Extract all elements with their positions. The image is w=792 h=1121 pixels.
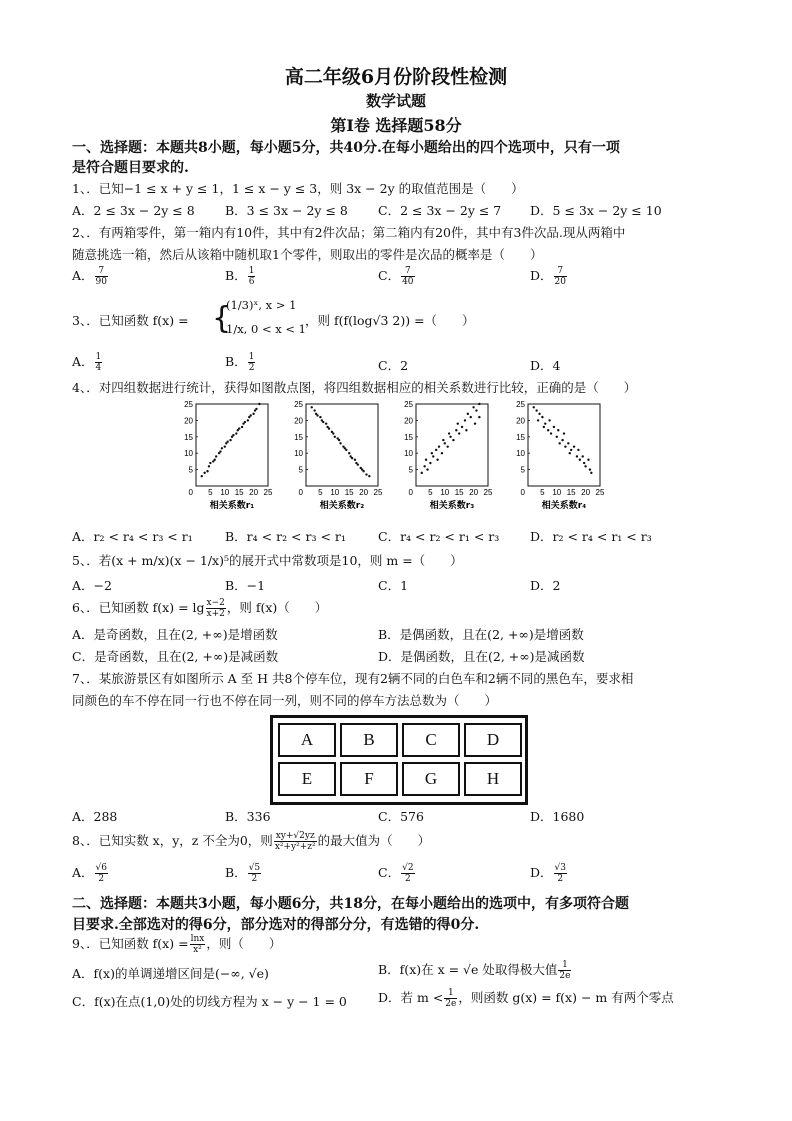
- scatter-point: [226, 441, 228, 443]
- scatter-point: [255, 408, 257, 410]
- parking-cell-c: C: [402, 723, 460, 757]
- scatter-point: [338, 439, 340, 441]
- scatter-point: [446, 445, 448, 447]
- q7-stem-line2: 同颜色的车不停在同一行也不停在同一列，则不同的停车方法总数为（ ）: [72, 693, 498, 708]
- scatter-point: [238, 427, 240, 429]
- scatter-point: [332, 432, 334, 434]
- y-tick-label: 15: [184, 432, 193, 442]
- scatter-point: [325, 422, 327, 424]
- scatter-point: [247, 419, 249, 421]
- scatter-point: [429, 462, 431, 464]
- y-tick-label: 25: [516, 400, 525, 409]
- scatter-point: [569, 452, 571, 454]
- q7-option-a: A．288: [72, 809, 118, 824]
- section2-line2: 目要求.全部选对的得6分，部分选对的得部分分，有选错的得0分.: [72, 917, 480, 933]
- scatter-point: [328, 427, 330, 429]
- scatter-point: [316, 414, 318, 416]
- x-tick-label: 20: [469, 488, 479, 497]
- scatter-point: [319, 416, 321, 418]
- q8-stem: 8、．已知实数 x，y，z 不全为0，则 $\frac{xy+√2yz}{\text{x²+y²+z²}}$ 的最大值为（ ）: [72, 831, 431, 852]
- q4-option-a: A．r₂ < r₄ < r₃ < r₁: [72, 529, 193, 544]
- part-heading: 第Ⅰ卷 选择题58分: [330, 116, 462, 135]
- scatter-point: [538, 413, 540, 415]
- page-title: 高二年级6月份阶段性检测: [284, 66, 508, 88]
- y-tick-label: 15: [404, 432, 413, 442]
- q8-option-d: D． $\frac{√3}{2}$: [530, 863, 566, 884]
- y-tick-label: 20: [516, 416, 525, 426]
- scatter-point: [357, 463, 359, 465]
- scatter-point: [444, 442, 446, 444]
- scatter-point: [541, 416, 543, 418]
- scatter-point: [475, 409, 477, 411]
- scatter-point: [426, 468, 428, 470]
- y-tick-label: 5: [298, 465, 303, 475]
- scatter-point: [313, 409, 315, 411]
- q3-stem-post: ，则 f(f(log√3 2)) =（ ）: [305, 313, 475, 328]
- scatter-point: [351, 457, 353, 459]
- x-tick-label: 15: [344, 488, 354, 497]
- scatter-point: [365, 473, 367, 475]
- scatter-point: [457, 422, 459, 424]
- y-tick-label: 10: [516, 449, 525, 459]
- x-tick-label: 0: [188, 488, 193, 497]
- q1-option-a: A．2 ≤ 3x − 2y ≤ 8: [72, 203, 195, 218]
- scatter-point: [465, 429, 467, 431]
- scatter-point: [438, 445, 440, 447]
- x-tick-label: 25: [595, 488, 605, 497]
- x-tick-label: 5: [208, 488, 213, 497]
- scatter-point: [584, 465, 586, 467]
- scatter-point: [311, 406, 313, 408]
- scatter-point: [550, 432, 552, 434]
- scatter-point: [547, 429, 549, 431]
- x-tick-label: 0: [298, 488, 303, 497]
- scatter-point: [577, 449, 579, 451]
- scatter-point: [464, 419, 466, 421]
- q1-option-c: C．2 ≤ 3x − 2y ≤ 7: [378, 203, 502, 218]
- plot-caption: 相关系数r₄: [541, 501, 587, 511]
- q3-option-d: D．4: [530, 358, 561, 373]
- scatter-point: [544, 422, 546, 424]
- q6-option-c: C．是奇函数，且在(2, +∞)是减函数: [72, 649, 279, 664]
- q2-option-b: B． $\frac{1}{6}$: [225, 266, 255, 287]
- q5-option-c: C．1: [378, 578, 409, 593]
- q8-option-a: A． $\frac{√6}{2}$: [72, 863, 107, 884]
- scatter-point: [570, 449, 572, 451]
- q5-stem: 5、．若(x + m/x)(x − 1/x)⁵的展开式中常数项是10，则 m =（ ）: [72, 553, 463, 568]
- scatter-point: [244, 421, 246, 423]
- section1-line1: 一、选择题：本题共8小题，每小题5分，共40分.在每小题给出的四个选项中，只有一项: [72, 140, 620, 156]
- y-tick-label: 15: [294, 432, 303, 442]
- section1-line2: 是符合题目要求的.: [72, 160, 189, 176]
- scatter-point: [548, 419, 550, 421]
- q9-stem: 9、．已知函数 f(x) = $\frac{\ln x}{\text{x²}}$ ，则（ ）: [72, 934, 282, 955]
- y-tick-label: 5: [188, 465, 193, 475]
- y-tick-label: 5: [408, 465, 413, 475]
- scatter-point: [436, 459, 438, 461]
- x-tick-label: 15: [454, 488, 464, 497]
- plot-frame: [528, 404, 600, 486]
- scatter-point: [563, 432, 565, 434]
- scatter-point: [224, 445, 226, 447]
- q2-stem-line2: 随意挑选一箱，然后从该箱中随机取1个零件，则取出的零件是次品的概率是（ ）: [72, 247, 543, 262]
- parking-grid: [270, 715, 528, 805]
- scatter-point: [537, 419, 539, 421]
- scatter-point: [582, 455, 584, 457]
- y-tick-label: 25: [184, 400, 193, 409]
- scatter-point: [576, 455, 578, 457]
- y-tick-label: 25: [404, 400, 413, 409]
- q3-stem-pre: 3、．已知函数 f(x) =: [72, 313, 189, 328]
- y-tick-label: 10: [294, 449, 303, 459]
- plot-frame: [196, 404, 268, 486]
- parking-cell-g: G: [402, 762, 460, 796]
- x-tick-label: 25: [483, 488, 493, 497]
- q6-option-d: D．是偶函数，且在(2, +∞)是减函数: [378, 649, 585, 664]
- scatter-point: [587, 459, 589, 461]
- y-tick-label: 5: [520, 465, 525, 475]
- parking-cell-e: E: [278, 762, 336, 796]
- page-subtitle: 数学试题: [365, 92, 426, 110]
- x-tick-label: 10: [552, 488, 562, 497]
- x-tick-label: 0: [408, 488, 413, 497]
- x-tick-label: 5: [318, 488, 323, 497]
- x-tick-label: 25: [263, 488, 273, 497]
- parking-cell-d: D: [464, 723, 522, 757]
- x-tick-label: 10: [220, 488, 230, 497]
- scatter-point: [441, 452, 443, 454]
- x-tick-label: 10: [440, 488, 450, 497]
- scatter-point: [564, 445, 566, 447]
- q7-stem-line1: 7、．某旅游景区有如图所示 A 至 H 共8个停车位，现有2辆不同的白色车和2辆不同的黑色车，要求相: [72, 671, 634, 686]
- scatter-point: [431, 452, 433, 454]
- q4-option-c: C．r₄ < r₂ < r₁ < r₃: [378, 529, 500, 544]
- x-tick-label: 20: [581, 488, 591, 497]
- q4-option-b: B．r₄ < r₂ < r₃ < r₁: [225, 529, 346, 544]
- scatter-point: [241, 426, 243, 428]
- q9-option-d: D．若 m < $\frac{1}{2e}$ ，则函数 g(x) = f(x) − m 有两个零点: [378, 988, 674, 1009]
- q2-option-c: C． $\frac{7}{40}$: [378, 266, 414, 287]
- q9-option-b: B．f(x)在 x = √e 处取得极大值 $\frac{1}{2e}$: [378, 960, 571, 981]
- scatter-point: [553, 426, 555, 428]
- scatter-point: [583, 462, 585, 464]
- q4-option-d: D．r₂ < r₄ < r₁ < r₃: [530, 529, 652, 544]
- scatter-point: [573, 445, 575, 447]
- scatter-point: [543, 426, 545, 428]
- scatter-point: [203, 472, 205, 474]
- scatter-plot-r2: [290, 400, 400, 518]
- scatter-point: [229, 439, 231, 441]
- scatter-point: [215, 455, 217, 457]
- q1-stem: 1、．已知−1 ≤ x + y ≤ 1，1 ≤ x − y ≤ 3，则 3x − 2y 的取值范围是（ ）: [72, 181, 524, 196]
- q2-stem-line1: 2、．有两箱零件，第一箱内有10件，其中有2件次品；第二箱内有20件，其中有3件次品.现从两箱中: [72, 225, 626, 240]
- scatter-point: [455, 429, 457, 431]
- q6-option-b: B．是偶函数，且在(2, +∞)是增函数: [378, 627, 584, 642]
- x-tick-label: 20: [359, 488, 369, 497]
- scatter-point: [579, 459, 581, 461]
- scatter-point: [558, 442, 560, 444]
- scatter-point: [208, 465, 210, 467]
- y-tick-label: 10: [184, 449, 193, 459]
- q7-option-d: D．1680: [530, 809, 585, 824]
- scatter-point: [442, 439, 444, 441]
- q7-option-b: B．336: [225, 809, 271, 824]
- scatter-point: [322, 421, 324, 423]
- q6-stem: 6、．已知函数 f(x) = lg $\frac{x-2}{x+2}$ ，则 f(x)（ ）: [72, 598, 328, 619]
- x-tick-label: 20: [249, 488, 259, 497]
- y-tick-label: 15: [516, 432, 525, 442]
- x-tick-label: 15: [234, 488, 244, 497]
- scatter-point: [432, 455, 434, 457]
- scatter-point: [362, 470, 364, 472]
- scatter-point: [461, 426, 463, 428]
- q3-option-a: A． $\frac{1}{4}$: [72, 352, 102, 373]
- q2-option-a: A． $\frac{7}{90}$: [72, 266, 107, 287]
- scatter-point: [235, 432, 237, 434]
- x-tick-label: 0: [520, 488, 525, 497]
- q2-option-d: D． $\frac{7}{20}$: [530, 266, 566, 287]
- scatter-point: [252, 413, 254, 415]
- brace-icon: {: [212, 301, 232, 336]
- q9-option-a: A．f(x)的单调递增区间是(−∞, √e): [72, 966, 269, 981]
- q4-stem: 4、．对四组数据进行统计，获得如图散点图，将四组数据相应的相关系数进行比较，正确的是（ ）: [72, 380, 637, 395]
- scatter-point: [348, 452, 350, 454]
- scatter-point: [478, 403, 480, 405]
- scatter-point: [533, 406, 535, 408]
- scatter-point: [258, 403, 260, 405]
- scatter-point: [339, 442, 341, 444]
- parking-cell-f: F: [340, 762, 398, 796]
- x-tick-label: 25: [373, 488, 383, 497]
- y-tick-label: 20: [294, 416, 303, 426]
- scatter-point: [421, 472, 423, 474]
- q3-case1: (1/3)ˣ, x > 1: [226, 298, 297, 312]
- q9-option-c: C．f(x)在点(1,0)处的切线方程为 x − y − 1 = 0: [72, 994, 347, 1009]
- scatter-point: [435, 449, 437, 451]
- y-tick-label: 10: [404, 449, 413, 459]
- x-tick-label: 5: [428, 488, 433, 497]
- scatter-point: [214, 459, 216, 461]
- plot-frame: [416, 404, 488, 486]
- q3-option-b: B． $\frac{1}{2}$: [225, 352, 255, 373]
- y-tick-label: 20: [404, 416, 413, 426]
- scatter-point: [448, 432, 450, 434]
- q5-option-d: D．2: [530, 578, 561, 593]
- scatter-point: [467, 413, 469, 415]
- scatter-point: [452, 439, 454, 441]
- section2-line1: 二、选择题：本题共3小题，每小题6分，共18分，在每小题给出的选项中，有多项符合题: [72, 896, 629, 912]
- scatter-point: [201, 475, 203, 477]
- q1-option-d: D．5 ≤ 3x − 2y ≤ 10: [530, 203, 662, 218]
- scatter-point: [449, 436, 451, 438]
- scatter-point: [472, 406, 474, 408]
- scatter-point: [250, 414, 252, 416]
- scatter-point: [478, 416, 480, 418]
- scatter-point: [590, 472, 592, 474]
- q6-option-a: A．是奇函数，且在(2, +∞)是增函数: [72, 627, 278, 642]
- q5-option-a: A．−2: [72, 578, 112, 593]
- scatter-point: [557, 429, 559, 431]
- scatter-point: [458, 432, 460, 434]
- q5-option-b: B．−1: [225, 578, 266, 593]
- scatter-point: [345, 449, 347, 451]
- scatter-point: [368, 475, 370, 477]
- y-tick-label: 25: [294, 400, 303, 409]
- q3-case2: 1/x, 0 < x < 1: [226, 322, 307, 336]
- scatter-point: [561, 439, 563, 441]
- plot-caption: 相关系数r₁: [209, 501, 255, 511]
- scatter-point: [470, 416, 472, 418]
- q1-option-b: B．3 ≤ 3x − 2y ≤ 8: [225, 203, 348, 218]
- scatter-point: [334, 436, 336, 438]
- q5-expression: (x + m/x)(x − 1/x)⁵: [111, 553, 229, 568]
- scatter-point: [425, 459, 427, 461]
- scatter-point: [556, 436, 558, 438]
- scatter-point: [567, 442, 569, 444]
- scatter-point: [209, 462, 211, 464]
- x-tick-label: 5: [540, 488, 545, 497]
- scatter-point: [219, 450, 221, 452]
- x-tick-label: 10: [330, 488, 340, 497]
- scatter-plot-r1: [180, 400, 290, 518]
- parking-cell-h: H: [464, 762, 522, 796]
- scatter-point: [232, 434, 234, 436]
- scatter-point: [474, 422, 476, 424]
- plot-caption: 相关系数r₃: [429, 501, 475, 511]
- x-tick-label: 15: [566, 488, 576, 497]
- plot-caption: 相关系数r₂: [319, 501, 365, 511]
- y-tick-label: 20: [184, 416, 193, 426]
- scatter-point: [423, 465, 425, 467]
- q3-option-c: C．2: [378, 358, 409, 373]
- scatter-point: [354, 459, 356, 461]
- scatter-point: [535, 409, 537, 411]
- scatter-point: [589, 468, 591, 470]
- scatter-plot-r4: [512, 400, 622, 518]
- parking-cell-a: A: [278, 723, 336, 757]
- q7-option-c: C．576: [378, 809, 424, 824]
- scatter-point: [221, 447, 223, 449]
- q8-option-c: C． $\frac{√2}{2}$: [378, 863, 414, 884]
- q8-option-b: B． $\frac{√5}{2}$: [225, 863, 261, 884]
- scatter-point: [206, 470, 208, 472]
- scatter-plot-r3: [400, 400, 510, 518]
- parking-cell-b: B: [340, 723, 398, 757]
